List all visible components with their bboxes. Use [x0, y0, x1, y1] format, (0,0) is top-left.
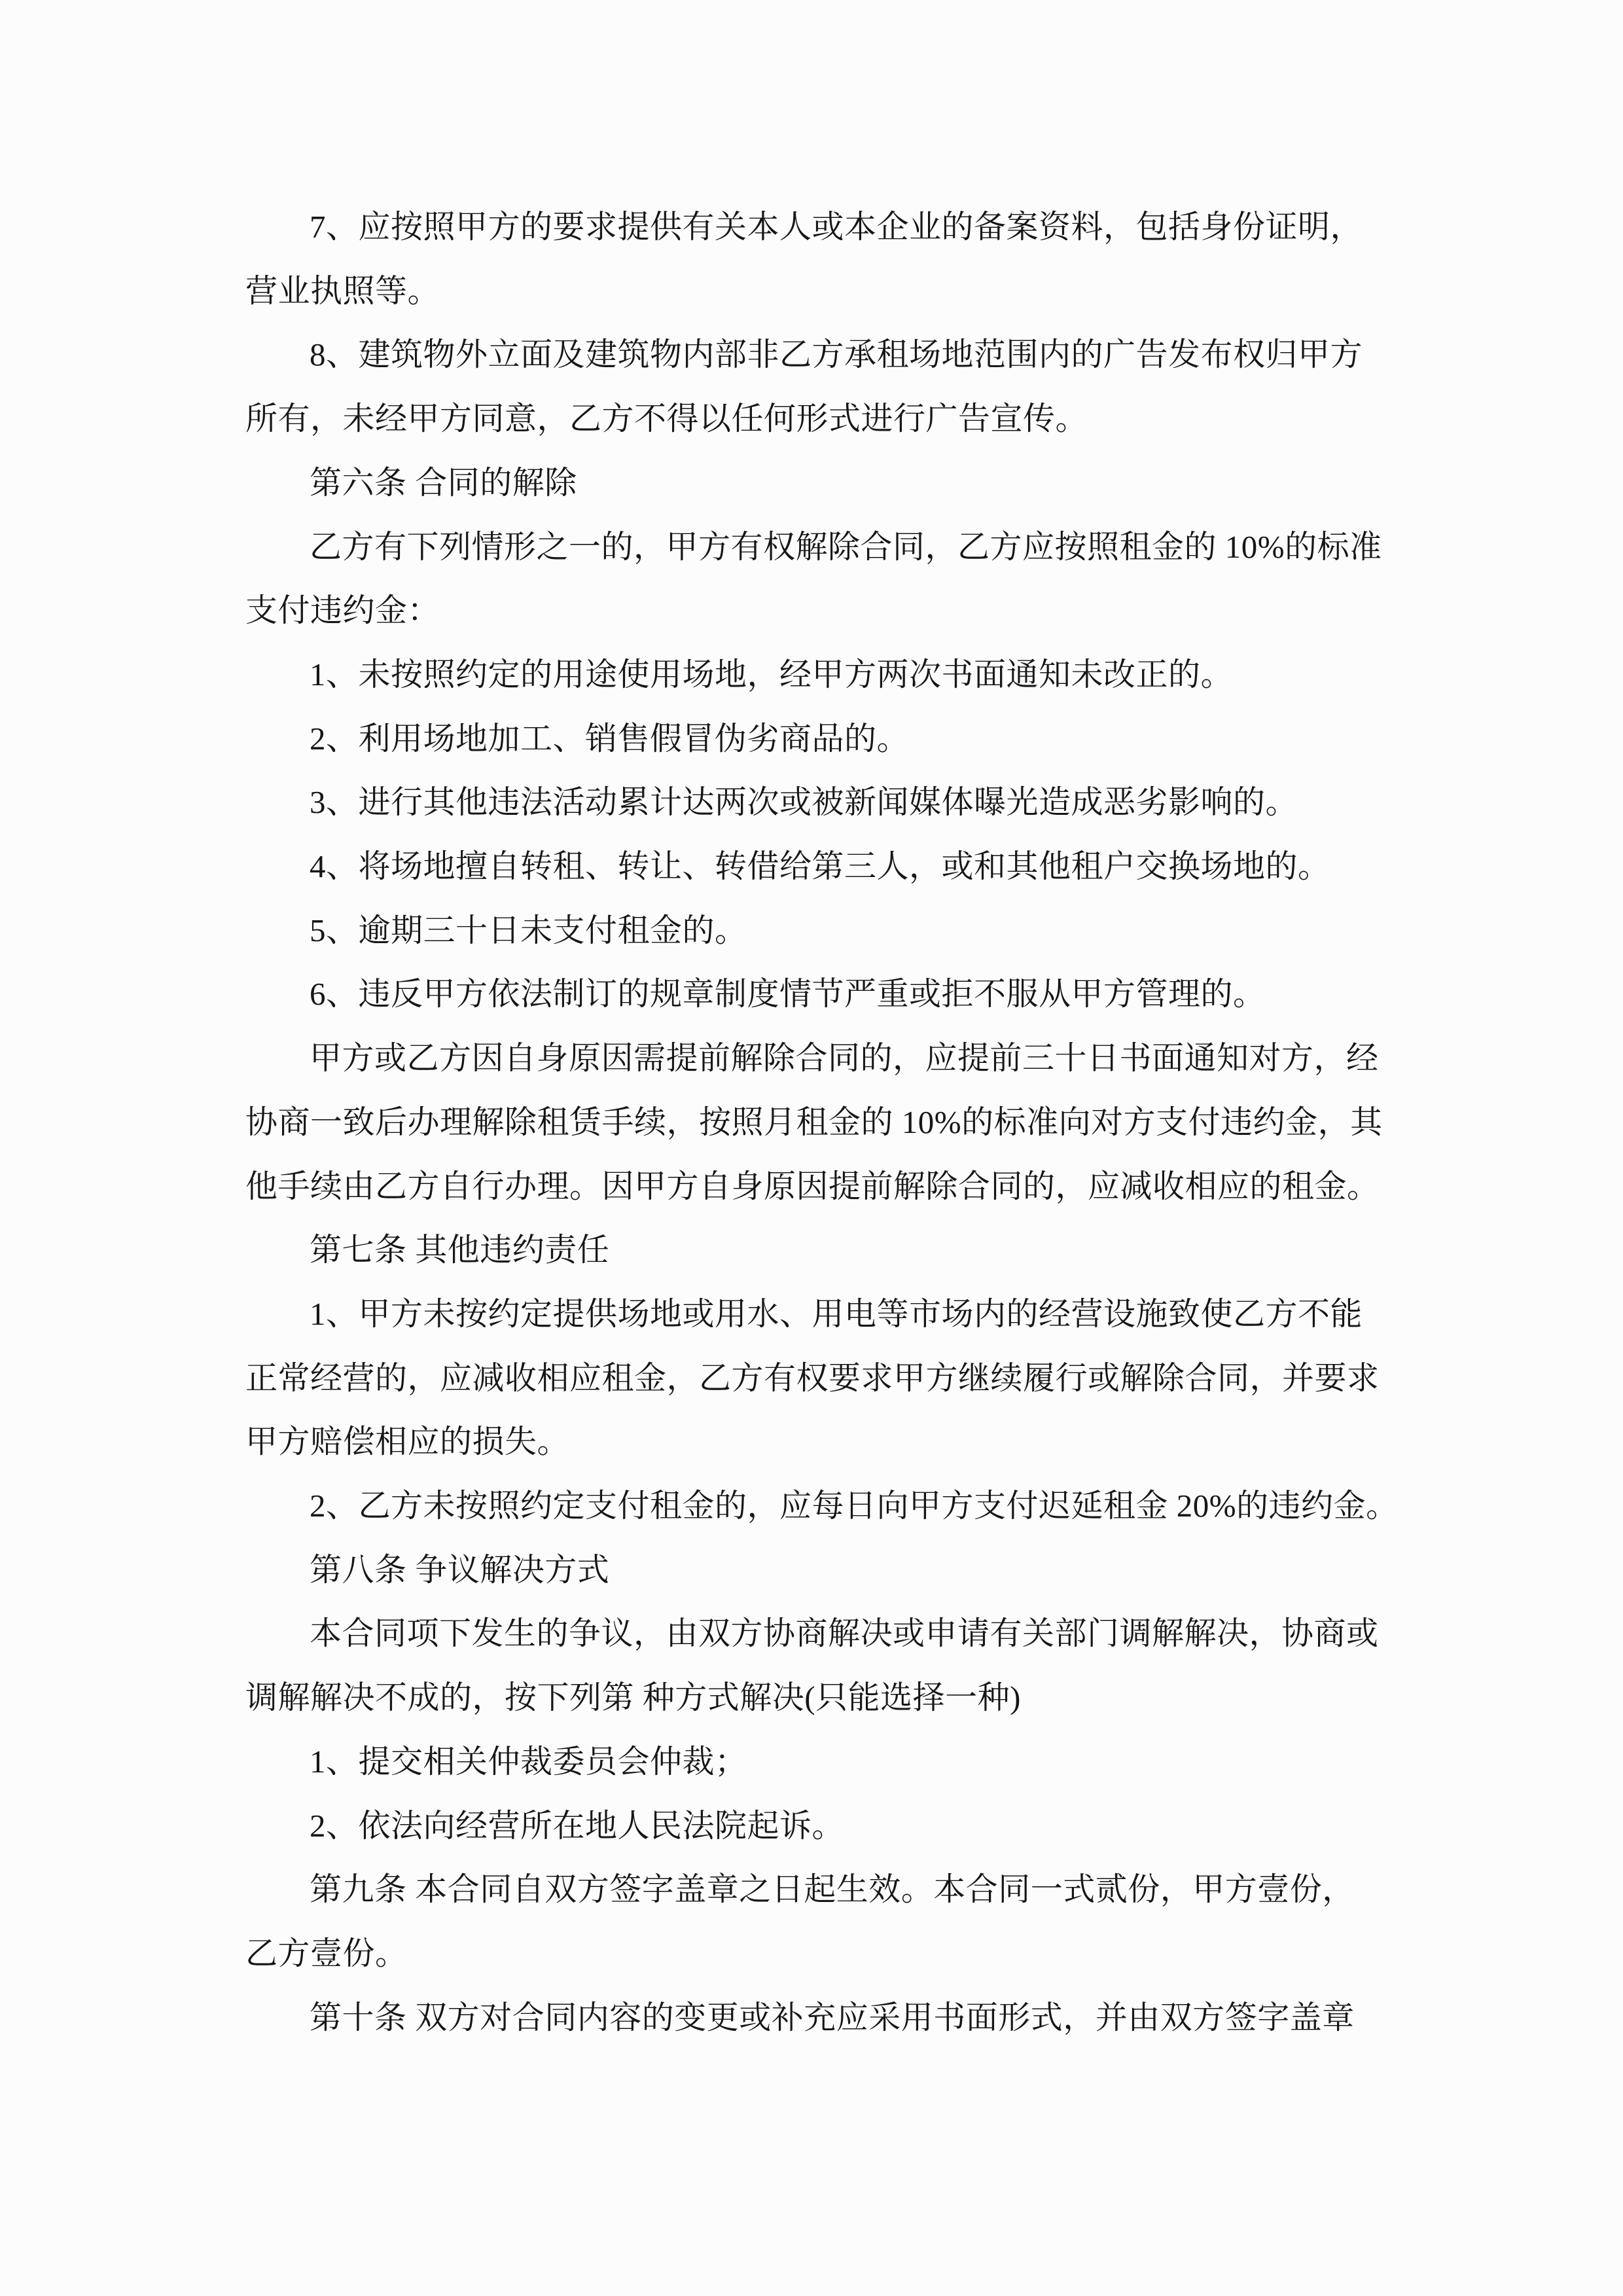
document-line: 调解解决不成的，按下列第 种方式解决(只能选择一种) — [245, 1679, 1021, 1716]
document-line: 营业执照等。 — [245, 272, 440, 309]
document-line: 甲方赔偿相应的损失。 — [245, 1424, 570, 1460]
document-line: 2、乙方未按照约定支付租金的，应每日向甲方支付迟延租金 20%的违约金。 — [310, 1488, 1399, 1524]
document-line: 甲方或乙方因自身原因需提前解除合同的，应提前三十日书面通知对方，经 — [310, 1040, 1379, 1077]
document-line: 1、提交相关仲裁委员会仲裁； — [310, 1743, 747, 1780]
document-line: 正常经营的，应减收相应租金，乙方有权要求甲方继续履行或解除合同，并要求 — [245, 1359, 1380, 1396]
document-line: 8、建筑物外立面及建筑物内部非乙方承租场地范围内的广告发布权归甲方 — [310, 336, 1363, 373]
document-line: 6、违反甲方依法制订的规章制度情节严重或拒不服从甲方管理的。 — [310, 976, 1266, 1013]
document-line: 协商一致后办理解除租赁手续，按照月租金的 10%的标准向对方支付违约金，其 — [245, 1103, 1383, 1140]
document-line: 3、进行其他违法活动累计达两次或被新闻媒体曝光造成恶劣影响的。 — [310, 784, 1298, 821]
document-line: 4、将场地擅自转租、转让、转借给第三人，或和其他租户交换场地的。 — [310, 848, 1330, 885]
document-line: 第八条 争议解决方式 — [310, 1551, 610, 1588]
document-line: 乙方有下列情形之一的，甲方有权解除合同，乙方应按照租金的 10%的标准 — [310, 528, 1382, 565]
contract-text-block — [245, 195, 1414, 2049]
document-line: 支付违约金： — [245, 592, 440, 629]
document-line: 1、甲方未按约定提供场地或用水、用电等市场内的经营设施致使乙方不能 — [310, 1295, 1363, 1332]
document-line: 第六条 合同的解除 — [310, 464, 577, 501]
document-line: 第九条 本合同自双方签字盖章之日起生效。本合同一式贰份，甲方壹份， — [310, 1871, 1355, 1908]
document-line: 乙方壹份。 — [245, 1935, 408, 1971]
document-line: 第十条 双方对合同内容的变更或补充应采用书面形式，并由双方签字盖章 — [310, 1999, 1355, 2036]
document-line: 所有，未经甲方同意，乙方不得以任何形式进行广告宣传。 — [245, 401, 1088, 437]
document-line: 7、应按照甲方的要求提供有关本人或本企业的备案资料，包括身份证明， — [310, 209, 1363, 245]
document-line: 他手续由乙方自行办理。因甲方自身原因提前解除合同的，应减收相应的租金。 — [245, 1168, 1380, 1204]
document-line: 第七条 其他违约责任 — [310, 1232, 610, 1268]
document-line: 本合同项下发生的争议，由双方协商解决或申请有关部门调解解决，协商或 — [310, 1615, 1379, 1652]
document-line: 1、未按照约定的用途使用场地，经甲方两次书面通知未改正的。 — [310, 656, 1234, 692]
document-line: 2、依法向经营所在地人民法院起诉。 — [310, 1807, 845, 1844]
document-line: 2、利用场地加工、销售假冒伪劣商品的。 — [310, 720, 910, 757]
document-line: 5、逾期三十日未支付租金的。 — [310, 912, 747, 948]
